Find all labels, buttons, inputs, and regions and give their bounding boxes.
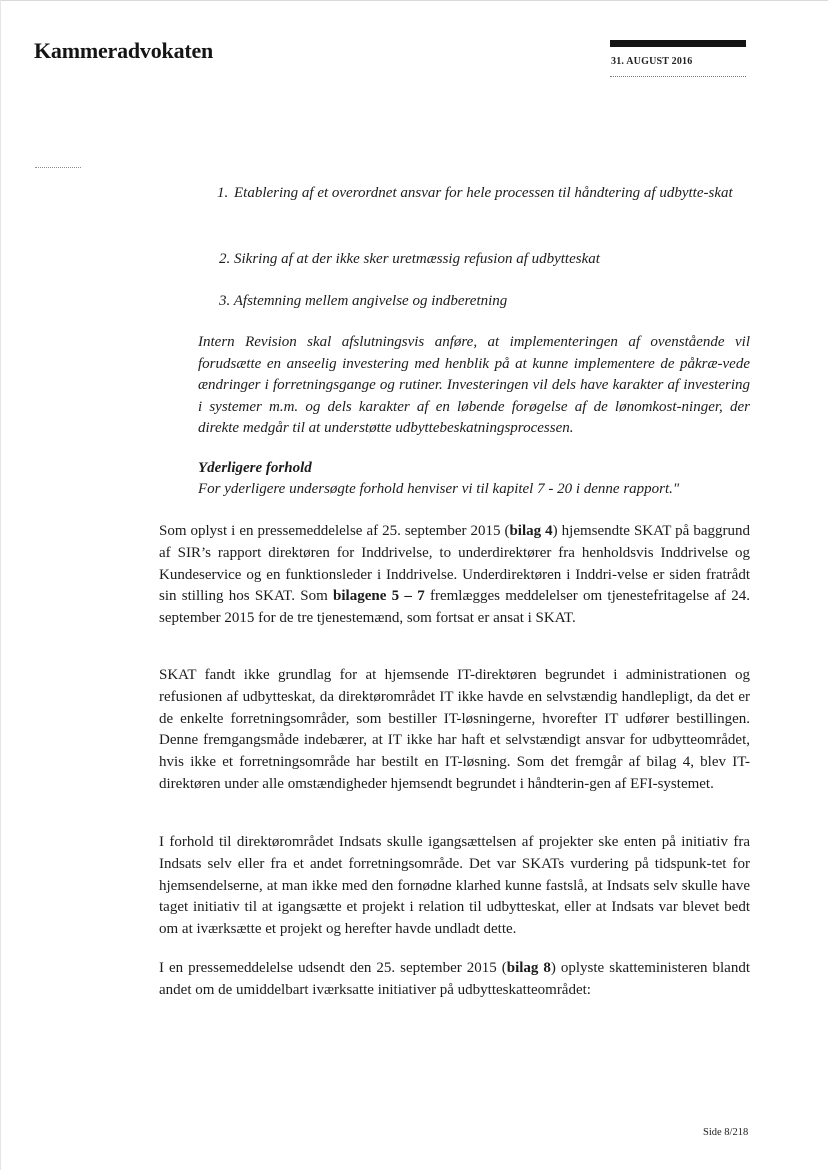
quote-closing-line: For yderligere undersøgte forhold henviser vi til kapitel 7 - 20 i denne rapport." <box>198 481 680 497</box>
document-date: 31. AUGUST 2016 <box>611 56 693 67</box>
body-paragraph-2: SKAT fandt ikke grundlag for at hjemsende IT-direktøren begrundet i administrationen og refusionen af udbytteskat, da direktørområdet IT ikke havde en selvstændig handlepligt, da det er de enkelte forretningsområder, som bestiller IT-løsningerne, hvorefter IT udfører bestillingen. Denne fremgangsmåde indebærer, at IT ikke har haft et selvstændigt ansvar for udbytteområdet, hvis ikke et forretningsområde har bestilt en IT-løsning. Som det fremgår af bilag 4, blev IT-direktøren under alle omstændigheder hjemsendt begrundet i håndterin-gen af EFI-systemet. <box>159 667 750 792</box>
text-run: ) oplyste skatteministeren blandt andet om de umiddelbart iværksatte initiativer på udbytteskatteområdet: <box>159 960 750 998</box>
quote-paragraph: Intern Revision skal afslutningsvis anføre, at implementeringen af ovenstående vil forudsætte en anseelig investering med henblik på at kunne implementere de påkræ-vede ændringer i forretningsgange og rutiner. Investeringen vil dels have karakter af investering i systemer m.m. og dels karakter af en løbende forøgelse af de lønomkost-ninger, der direkte medgår til at understøtte udbyttebeskatningsprocessen. <box>198 334 750 436</box>
text-run: Som oplyst i en pressemeddelelse af 25. september 2015 ( <box>159 523 510 539</box>
quote-list-item-1 <box>217 183 747 205</box>
page-top-edge <box>0 0 828 1</box>
brand-logo-text: Kammeradvokaten <box>34 38 214 63</box>
margin-divider <box>35 167 81 168</box>
text-run: fremlægges meddelelser om tjenestefritagelse af 24. september 2015 for de tre tjenestemænd, som fortsat er ansat i SKAT. <box>159 588 751 627</box>
quote-list-item-2 <box>219 249 771 271</box>
list-number: 1. <box>217 185 229 201</box>
body-paragraph-1 <box>159 521 750 630</box>
list-number: 2. <box>219 251 231 267</box>
page-number: Side 8/218 <box>703 1127 749 1138</box>
attachment-reference: bilag 8 <box>506 960 551 976</box>
quote-list-item-3 <box>219 291 771 313</box>
body-paragraph-4 <box>159 958 750 1002</box>
page-left-edge <box>0 0 1 1170</box>
body-paragraph-3: I forhold til direktørområdet Indsats skulle igangsættelsen af projekter ske enten på initiativ fra Indsats selv eller fra et andet forretningsområde. Det var SKATs vurdering på tidspunk-tet for hjemsendelserne, at man ikke med den fornødne klarhed kunne fastslå, at Indsats selv skulle have taget initiativ til at igangsætte et projekt i relation til udbytteskat, eller at Indsats var blevet bedt om at iværksætte et projekt og herefter havde undladt dette. <box>159 834 750 938</box>
text-run: ) hjemsendte SKAT på baggrund af SIR’s rapport direktøren for Inddrivelse, to underdirektører fra henholdsvis Inddrivelse og Kundeservice og en funktionsleder i Inddrivelse. Underdirektøren i Inddri-velse er siden fratrådt sin stilling hos SKAT. Som <box>159 523 750 605</box>
list-text: Sikring af at der ikke sker uretmæssig refusion af udbytteskat <box>234 251 600 267</box>
attachment-reference: bilag 4 <box>509 523 553 539</box>
list-number: 3. <box>219 293 231 309</box>
quote-heading: Yderligere forhold <box>198 460 312 476</box>
text-run: I en pressemeddelelse udsendt den 25. september 2015 ( <box>159 960 507 976</box>
attachment-reference: bilagene 5 – 7 <box>333 588 425 605</box>
list-text: Etablering af et overordnet ansvar for hele processen til håndtering af udbytte-skat <box>234 185 733 201</box>
date-divider <box>610 76 746 77</box>
list-text: Afstemning mellem angivelse og indberetning <box>233 293 508 309</box>
header-bar <box>610 40 746 47</box>
